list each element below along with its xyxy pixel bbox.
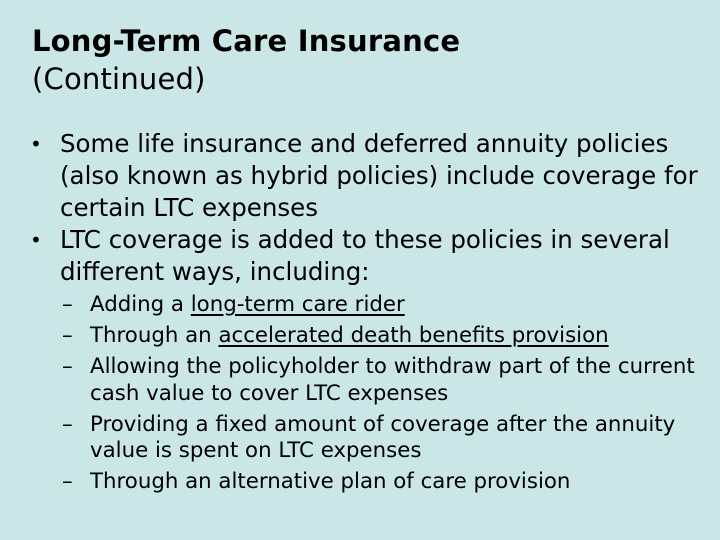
sub-bullet-prefix: Adding a xyxy=(90,292,191,317)
sub-bullet-item xyxy=(62,292,702,319)
slide-title-line1: Long-Term Care Insurance xyxy=(32,24,461,58)
bullet-text: Some life insurance and deferred annuity policies (also known as hybrid policies) include coverage for certain LTC expenses xyxy=(60,129,698,222)
accelerated-death-benefits-link[interactable]: accelerated death benefits provision xyxy=(218,323,609,348)
bullet-item xyxy=(30,128,710,224)
sub-bullet-marker: – xyxy=(62,354,73,379)
sub-bullet-marker: – xyxy=(62,411,73,437)
sub-bullet-item xyxy=(62,412,702,465)
sub-bullet-marker: – xyxy=(62,469,73,494)
sub-bullet-prefix: Through an xyxy=(90,323,219,348)
sub-bullet-list xyxy=(62,292,702,500)
sub-bullet-item xyxy=(62,323,702,350)
sub-bullet-item xyxy=(62,354,702,407)
slide-title xyxy=(32,22,460,98)
bullet-list xyxy=(30,128,710,288)
sub-bullet-text: Providing a fixed amount of coverage after the annuity value is spent on LTC expenses xyxy=(90,411,676,463)
bullet-marker: • xyxy=(30,132,42,156)
sub-bullet-marker: – xyxy=(62,292,73,317)
bullet-marker: • xyxy=(30,228,42,252)
bullet-item xyxy=(30,224,710,288)
sub-bullet-text: Allowing the policyholder to withdraw part of the current cash value to cover LTC expenses xyxy=(90,354,695,406)
sub-bullet-text: Through an alternative plan of care provision xyxy=(90,469,571,494)
sub-bullet-item xyxy=(62,469,702,496)
long-term-care-rider-link[interactable]: long-term care rider xyxy=(190,292,405,317)
sub-bullet-marker: – xyxy=(62,323,73,348)
slide-title-line2: (Continued) xyxy=(32,62,206,96)
bullet-text: LTC coverage is added to these policies in several different ways, including: xyxy=(60,225,670,286)
